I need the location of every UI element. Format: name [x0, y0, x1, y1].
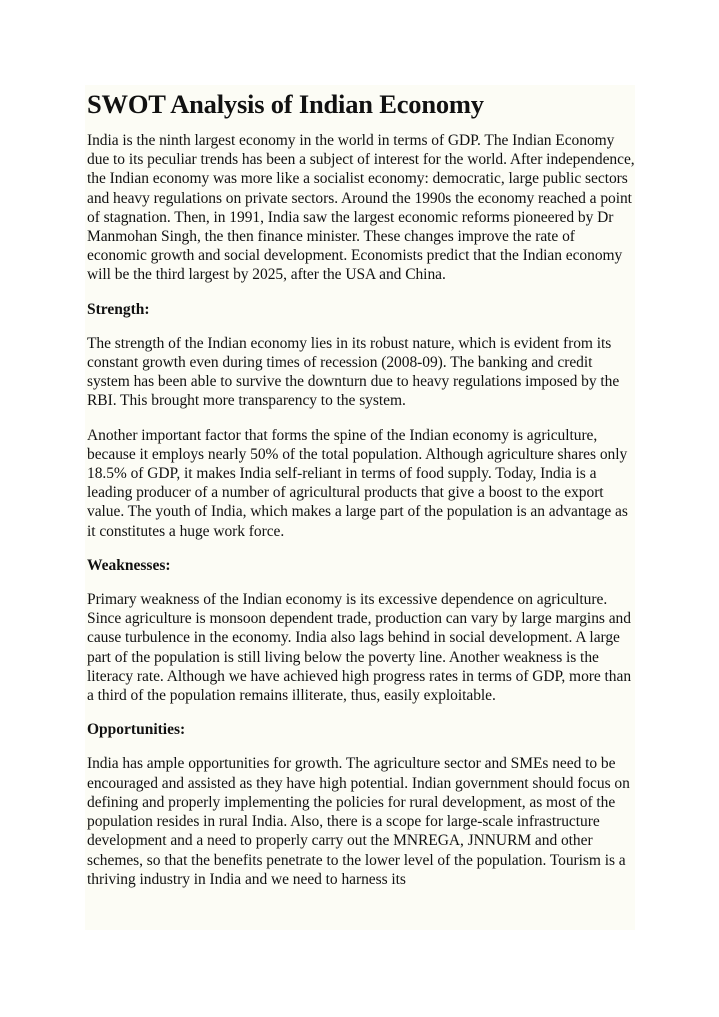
strength-paragraph-2: Another important factor that forms the spine of the Indian economy is agriculture, because it employs nearly 50% of the total population. Although agriculture shares only 18.5% of GDP, it makes India self-reliant in terms of food supply. Today, India is a leading producer of a number of agricultural products that give a boost to the export value. The youth of India, which makes a large part of the population is an advantage as it constitutes a huge work force. [87, 426, 628, 540]
document-page [85, 85, 635, 930]
section-heading-strength: Strength: [87, 300, 150, 318]
opportunities-paragraph-1: India has ample opportunities for growth. The agriculture sector and SMEs need to be encouraged and assisted as they have high potential. Indian government should focus on defining and properly implementing the policies for rural development, as most of the population resides in rural India. Also, there is a scope for large-scale infrastructure development and a need to properly carry out the MNREGA, JNNURM and other schemes, so that the benefits penetrate to the lower level of the population. Tourism is a thriving industry in India and we need to harness its [87, 755, 630, 888]
strength-paragraph-1: The strength of the Indian economy lies in its robust nature, which is evident from its constant growth even during times of recession (2008-09). The banking and credit system has been able to survive the downturn due to heavy regulations imposed by the RBI. This brought more transparency to the system. [87, 334, 620, 410]
section-heading-opportunities: Opportunities: [87, 721, 186, 739]
document-title: SWOT Analysis of Indian Economy [87, 89, 484, 119]
weaknesses-paragraph-1: Primary weakness of the Indian economy is its excessive dependence on agriculture. Since agriculture is monsoon dependent trade, production can vary by large margins and cause turbulence in the economy. India also lags behind in social development. A large part of the population is still living below the poverty line. Another weakness is the literacy rate. Although we have achieved high progress rates in terms of GDP, more than a third of the population remains illiterate, thus, easily exploitable. [87, 591, 632, 705]
section-heading-weaknesses: Weaknesses: [87, 556, 171, 574]
intro-paragraph: India is the ninth largest economy in the world in terms of GDP. The Indian Economy due to its peculiar trends has been a subject of interest for the world. After independence, the Indian economy was more like a socialist economy: democratic, large public sectors and heavy regulations on private sectors. Around the 1990s the economy reached a point of stagnation. Then, in 1991, India saw the largest economic reforms pioneered by Dr Manmohan Singh, the then finance minister. These changes improve the rate of economic growth and social development. Economists predict that the Indian economy will be the third largest by 2025, after the USA and China. [87, 132, 635, 284]
document-content [85, 89, 635, 889]
